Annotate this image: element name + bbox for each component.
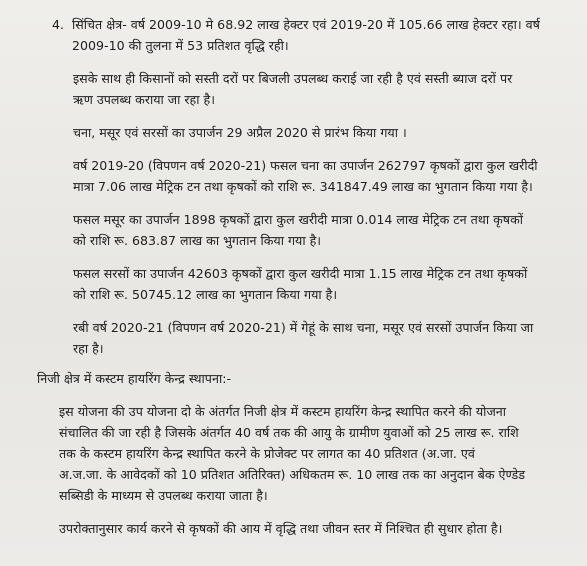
section-heading: निजी क्षेत्र में कस्टम हायरिंग केन्द्र स्थापना:- (37, 371, 231, 386)
paragraph-rabi-procurement (73, 317, 573, 359)
item-4-text (72, 14, 572, 56)
paragraph-line: रहा है। (73, 341, 104, 356)
paragraph-line: रबी वर्ष 2020-21 (विपणन वर्ष 2020-21) में गेहूं के साथ चना, मसूर एवं सरसों उपार्जन किया जा (73, 320, 534, 335)
paragraph-custom-hiring-scheme (59, 401, 574, 506)
paragraph-gram-procurement (73, 155, 573, 197)
paragraph-line: फसल सरसों का उपार्जन 42603 कृषकों द्वारा कुल खरीदी मात्रा 1.15 लाख मेट्रिक टन तथा कृषकों (73, 266, 528, 281)
item-4-line-1: सिंचित क्षेत्र- वर्ष 2009-10 मे 68.92 लाख हेक्टर एवं 2019-20 में 105.66 लाख हेक्टर रहा। वर्ष (72, 17, 540, 32)
paragraph-line: इसके साथ ही किसानों को सस्ती दरों पर बिजली उपलब्ध कराई जा रही है एवं सस्ती ब्याज दरों पर (73, 71, 513, 86)
paragraph-line: को राशि रू. 683.87 लाख का भुगतान किया गया है। (73, 233, 322, 248)
paragraph-procurement-start (73, 122, 573, 143)
paragraph-line: ऋण उपलब्ध कराया जा रहा है। (73, 92, 215, 107)
paragraph-line: इस योजना की उप योजना दो के अंतर्गत निजी क्षेत्र में कस्टम हायरिंग केन्द्र स्थापित करने की योजना (59, 404, 507, 419)
numbered-item-4 (0, 14, 587, 56)
paragraph-line: फसल मसूर का उपार्जन 1898 कृषकों द्वारा कुल खरीदी मात्रा 0.014 लाख मेट्रिक टन तथा कृषकों (73, 212, 523, 227)
paragraph-power-loans (73, 68, 573, 110)
paragraph-line: सब्सिडी के माध्यम से उपलब्ध कराया जाता है। (59, 488, 268, 503)
paragraph-line: अ.ज.जा. के आवेदकों को 10 प्रतिशत अतिरिक्त) अधिकतम रू. 10 लाख तक का अनुदान बेक ऐण्डेड (59, 467, 525, 482)
paragraph-mustard-procurement (73, 263, 573, 305)
paragraph-conclusion (59, 518, 574, 539)
item-number: 4. (52, 17, 65, 32)
paragraph-line: को राशि रू. 50745.12 लाख का भुगतान किया गया है। (73, 287, 338, 302)
paragraph-line: संचालित की जा रही है जिसके अंतर्गत 40 वर्ष तक की आयु के ग्रामीण युवाओं को 25 लाख रू. राशि (59, 425, 519, 440)
paragraph-line: उपरोक्तानुसार कार्य करने से कृषकों की आय में वृद्धि तथा जीवन स्तर में निश्चित ही सुधार होता है। (59, 521, 503, 536)
paragraph-lentil-procurement (73, 209, 573, 251)
paragraph-line: वर्ष 2019-20 (विपणन वर्ष 2020-21) फसल चना का उपार्जन 262797 कृषकों द्वारा कुल खरीदी (73, 158, 538, 173)
paragraph-line: मात्रा 7.06 लाख मेट्रिक टन तथा कृषकों को राशि रू. 341847.49 लाख का भुगतान किया गया है। (73, 179, 533, 194)
paragraph-line: तक के कस्टम हायरिंग केन्द्र स्थापित करने के प्रोजेक्ट पर लागत का 40 प्रतिशत (अ.जा. एवं (59, 446, 475, 461)
item-4-line-2: 2009-10 की तुलना में 53 प्रतिशत वृद्धि रही। (72, 38, 289, 53)
paragraph-line: चना, मसूर एवं सरसों का उपार्जन 29 अप्रैल 2020 से प्रारंभ किया गया । (73, 125, 407, 140)
